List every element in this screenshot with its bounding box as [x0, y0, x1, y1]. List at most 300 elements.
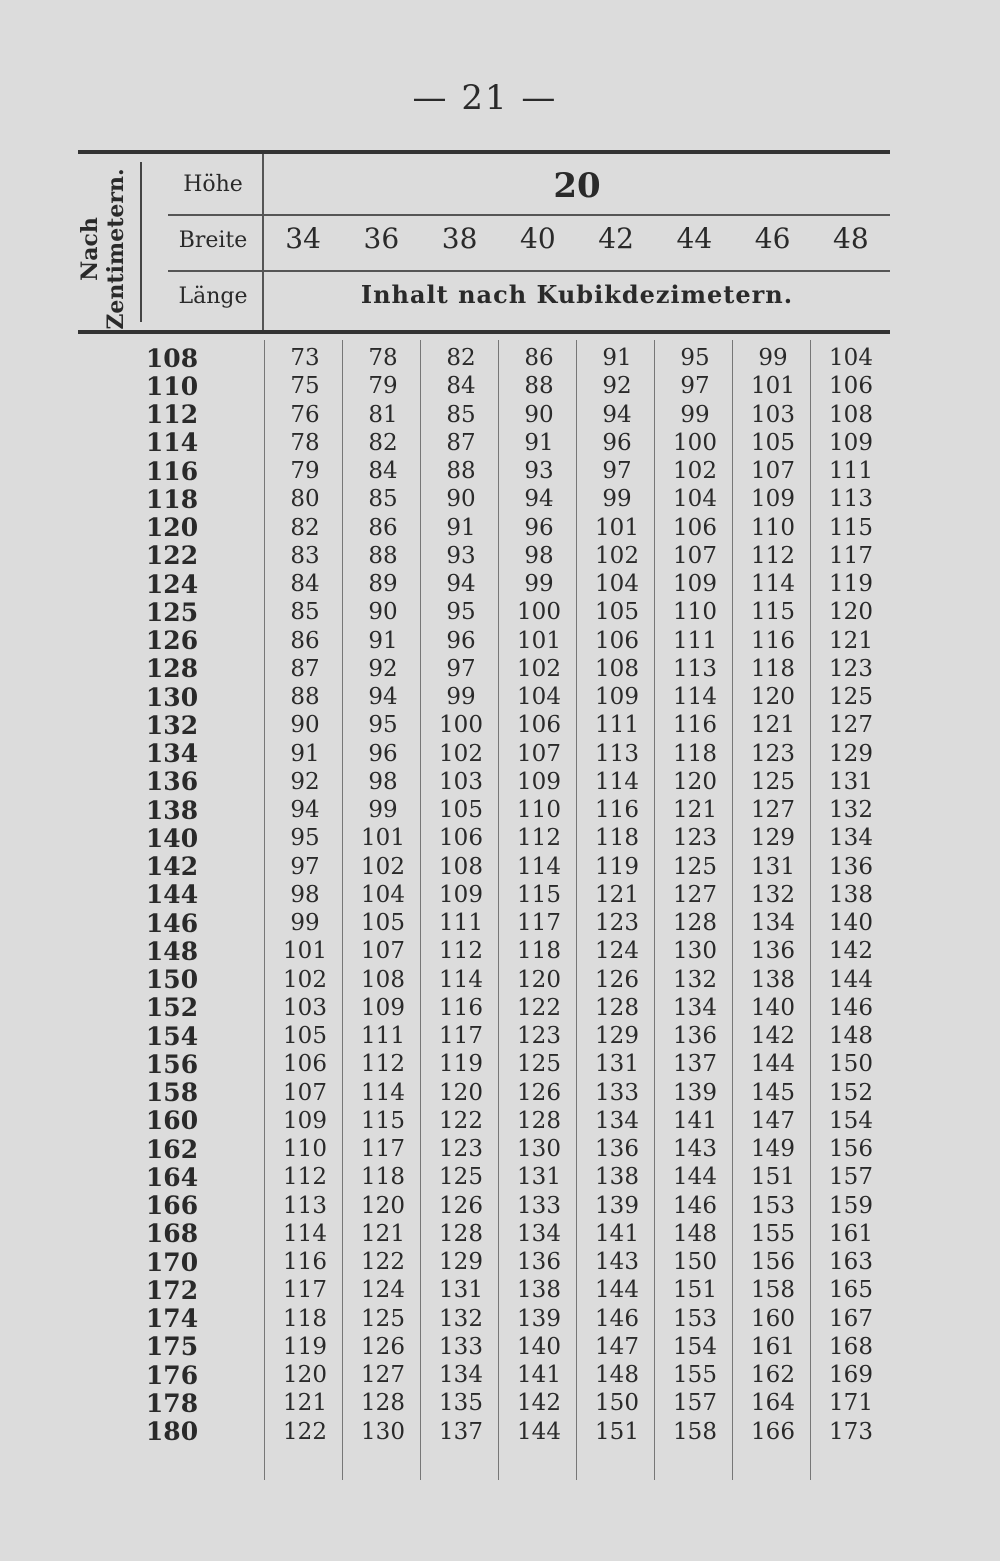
volume-cell: 118 — [595, 825, 639, 852]
value-cells — [266, 1277, 890, 1303]
volume-cell: 90 — [290, 712, 320, 739]
volume-cell: 109 — [361, 994, 405, 1021]
volume-cell: 113 — [673, 655, 717, 682]
header-line-2 — [168, 270, 890, 272]
length-cell: 130 — [145, 682, 199, 712]
volume-cell: 139 — [595, 1192, 639, 1219]
volume-cell: 91 — [602, 345, 632, 372]
volume-cell: 114 — [517, 853, 561, 880]
volume-cell: 146 — [829, 994, 873, 1021]
value-cells — [266, 571, 890, 597]
volume-cell: 142 — [517, 1390, 561, 1417]
length-cell: 146 — [145, 908, 199, 938]
volume-cell: 136 — [595, 1136, 639, 1163]
length-cell: 176 — [145, 1360, 199, 1390]
table-row — [78, 711, 890, 739]
volume-cell: 102 — [361, 853, 405, 880]
volume-cell: 148 — [595, 1362, 639, 1389]
volume-cell: 150 — [829, 1051, 873, 1078]
value-cells — [266, 1023, 890, 1049]
value-cells — [266, 543, 890, 569]
volume-cell: 99 — [290, 910, 320, 937]
volume-cell: 149 — [751, 1136, 795, 1163]
volume-cell: 101 — [361, 825, 405, 852]
volume-cell: 127 — [361, 1362, 405, 1389]
volume-cell: 135 — [439, 1390, 483, 1417]
content-label: Inhalt nach Kubikdezimetern. — [360, 280, 794, 309]
volume-cell: 131 — [751, 853, 795, 880]
volume-cell: 133 — [595, 1079, 639, 1106]
volume-cell: 112 — [517, 825, 561, 852]
volume-cell: 173 — [829, 1418, 873, 1445]
length-cell: 168 — [145, 1219, 199, 1249]
volume-cell: 102 — [283, 966, 327, 993]
volume-cell: 88 — [368, 542, 398, 569]
volume-cell: 75 — [290, 373, 320, 400]
volume-cell: 119 — [283, 1333, 327, 1360]
volume-cell: 130 — [673, 938, 717, 965]
volume-cell: 130 — [517, 1136, 561, 1163]
volume-cell: 84 — [290, 571, 320, 598]
volume-cell: 87 — [290, 655, 320, 682]
length-cell: 142 — [145, 852, 199, 882]
volume-cell: 123 — [673, 825, 717, 852]
label-width: Breite — [178, 228, 248, 253]
volume-cell: 90 — [446, 486, 476, 513]
table-row — [78, 627, 890, 655]
volume-cell: 111 — [439, 910, 483, 937]
volume-cell: 86 — [290, 627, 320, 654]
volume-cell: 95 — [290, 825, 320, 852]
volume-cell: 156 — [751, 1249, 795, 1276]
volume-cell: 103 — [439, 768, 483, 795]
volume-cell: 122 — [517, 994, 561, 1021]
length-cell: 156 — [145, 1049, 199, 1079]
table-row — [78, 429, 890, 457]
volume-cell: 94 — [524, 486, 554, 513]
volume-cell: 136 — [517, 1249, 561, 1276]
length-cell: 172 — [145, 1275, 199, 1305]
volume-cell: 118 — [361, 1164, 405, 1191]
volume-cell: 125 — [751, 768, 795, 795]
volume-cell: 112 — [283, 1164, 327, 1191]
table-row — [78, 1248, 890, 1276]
length-cell: 128 — [145, 654, 199, 684]
table-row — [78, 768, 890, 796]
volume-cell: 132 — [439, 1305, 483, 1332]
volume-cell: 132 — [751, 881, 795, 908]
volume-cell: 88 — [524, 373, 554, 400]
volume-cell: 106 — [829, 373, 873, 400]
volume-cell: 146 — [673, 1192, 717, 1219]
volume-cell: 121 — [673, 797, 717, 824]
length-cell: 144 — [145, 880, 199, 910]
volume-cell: 99 — [446, 684, 476, 711]
volume-cell: 137 — [439, 1418, 483, 1445]
brace — [140, 162, 148, 322]
volume-cell: 108 — [439, 853, 483, 880]
volume-cell: 168 — [829, 1333, 873, 1360]
volume-cell: 97 — [290, 853, 320, 880]
volume-cell: 124 — [361, 1277, 405, 1304]
volume-cell: 85 — [446, 401, 476, 428]
volume-cell: 111 — [673, 627, 717, 654]
volume-cell: 90 — [524, 401, 554, 428]
volume-cell: 120 — [517, 966, 561, 993]
length-cell: 160 — [145, 1106, 199, 1136]
volume-cell: 95 — [680, 345, 710, 372]
length-cell: 122 — [145, 541, 199, 571]
volume-cell: 122 — [439, 1107, 483, 1134]
volume-cell: 94 — [290, 797, 320, 824]
volume-cell: 94 — [602, 401, 632, 428]
volume-cell: 128 — [595, 994, 639, 1021]
volume-cell: 144 — [517, 1418, 561, 1445]
volume-cell: 148 — [829, 1023, 873, 1050]
volume-cell: 100 — [517, 599, 561, 626]
length-cell: 175 — [145, 1332, 199, 1362]
value-cells — [266, 458, 890, 484]
volume-cell: 138 — [595, 1164, 639, 1191]
table-row — [78, 372, 890, 400]
value-cells — [266, 882, 890, 908]
volume-cell: 167 — [829, 1305, 873, 1332]
volume-cell: 82 — [368, 429, 398, 456]
volume-cell: 141 — [517, 1362, 561, 1389]
length-cell: 154 — [145, 1021, 199, 1051]
volume-cell: 140 — [517, 1333, 561, 1360]
length-cell: 164 — [145, 1162, 199, 1192]
volume-cell: 110 — [673, 599, 717, 626]
volume-cell: 158 — [751, 1277, 795, 1304]
table-row — [78, 1022, 890, 1050]
volume-cell: 94 — [446, 571, 476, 598]
volume-cell: 108 — [829, 401, 873, 428]
volume-cell: 143 — [595, 1249, 639, 1276]
table-row — [78, 909, 890, 937]
volume-cell: 129 — [829, 740, 873, 767]
table-row — [78, 683, 890, 711]
length-cell: 138 — [145, 795, 199, 825]
table-row — [78, 937, 890, 965]
volume-cell: 134 — [439, 1362, 483, 1389]
value-cells — [266, 1193, 890, 1219]
volume-cell: 153 — [751, 1192, 795, 1219]
volume-cell: 76 — [290, 401, 320, 428]
volume-cell: 132 — [829, 797, 873, 824]
volume-cell: 116 — [595, 797, 639, 824]
volume-cell: 102 — [517, 655, 561, 682]
table-body — [78, 344, 890, 1446]
volume-cell: 133 — [517, 1192, 561, 1219]
volume-cell: 113 — [595, 740, 639, 767]
volume-cell: 139 — [517, 1305, 561, 1332]
volume-cell: 127 — [751, 797, 795, 824]
volume-cell: 96 — [602, 429, 632, 456]
volume-cell: 109 — [517, 768, 561, 795]
table-row — [78, 570, 890, 598]
table-row — [78, 1163, 890, 1191]
volume-cell: 82 — [446, 345, 476, 372]
volume-cell: 121 — [283, 1390, 327, 1417]
length-cell: 125 — [145, 597, 199, 627]
volume-cell: 88 — [446, 458, 476, 485]
table-row — [78, 542, 890, 570]
volume-cell: 120 — [751, 684, 795, 711]
volume-cell: 125 — [439, 1164, 483, 1191]
volume-cell: 118 — [673, 740, 717, 767]
value-cells — [266, 1249, 890, 1275]
volume-cell: 143 — [673, 1136, 717, 1163]
volume-cell: 119 — [595, 853, 639, 880]
volume-cell: 122 — [283, 1418, 327, 1445]
volume-cell: 114 — [283, 1220, 327, 1247]
value-cells — [266, 825, 890, 851]
volume-cell: 94 — [368, 684, 398, 711]
volume-cell: 99 — [680, 401, 710, 428]
volume-cell: 93 — [446, 542, 476, 569]
volume-cell: 91 — [290, 740, 320, 767]
volume-cell: 151 — [673, 1277, 717, 1304]
volume-cell: 107 — [517, 740, 561, 767]
table-row — [78, 485, 890, 513]
volume-cell: 145 — [751, 1079, 795, 1106]
table-row — [78, 1220, 890, 1248]
volume-cell: 128 — [439, 1220, 483, 1247]
table-row — [78, 598, 890, 626]
length-cell: 114 — [145, 428, 199, 458]
length-cell: 116 — [145, 456, 199, 486]
volume-cell: 141 — [595, 1220, 639, 1247]
volume-cell: 150 — [595, 1390, 639, 1417]
volume-cell: 129 — [751, 825, 795, 852]
table-row — [78, 994, 890, 1022]
volume-cell: 80 — [290, 486, 320, 513]
volume-cell: 134 — [751, 910, 795, 937]
volume-cell: 106 — [673, 514, 717, 541]
volume-cell: 106 — [595, 627, 639, 654]
volume-cell: 161 — [751, 1333, 795, 1360]
length-cell: 174 — [145, 1304, 199, 1334]
volume-cell: 121 — [751, 712, 795, 739]
volume-cell: 91 — [368, 627, 398, 654]
side-label-text: Nach Zentimetern. — [77, 168, 129, 330]
value-cells — [266, 628, 890, 654]
volume-cell: 111 — [361, 1023, 405, 1050]
volume-cell: 120 — [673, 768, 717, 795]
volume-cell: 150 — [673, 1249, 717, 1276]
volume-cell: 125 — [517, 1051, 561, 1078]
volume-cell: 136 — [751, 938, 795, 965]
volume-cell: 108 — [361, 966, 405, 993]
volume-cell: 112 — [361, 1051, 405, 1078]
length-cell: 136 — [145, 767, 199, 797]
table-row — [78, 1333, 890, 1361]
table-row — [78, 514, 890, 542]
volume-cell: 169 — [829, 1362, 873, 1389]
volume-cell: 126 — [517, 1079, 561, 1106]
value-cells — [266, 402, 890, 428]
volume-cell: 106 — [439, 825, 483, 852]
value-cells — [266, 938, 890, 964]
value-cells — [266, 1051, 890, 1077]
volume-cell: 113 — [829, 486, 873, 513]
width-value: 48 — [833, 222, 869, 255]
volume-cell: 115 — [751, 599, 795, 626]
volume-cell: 103 — [751, 401, 795, 428]
length-cell: 140 — [145, 823, 199, 853]
volume-cell: 89 — [368, 571, 398, 598]
volume-cell: 115 — [829, 514, 873, 541]
volume-cell: 118 — [751, 655, 795, 682]
width-value: 40 — [520, 222, 556, 255]
volume-cell: 122 — [361, 1249, 405, 1276]
length-cell: 108 — [145, 343, 199, 373]
value-cells — [266, 430, 890, 456]
volume-cell: 107 — [283, 1079, 327, 1106]
volume-cell: 87 — [446, 429, 476, 456]
width-value: 36 — [363, 222, 400, 255]
volume-cell: 141 — [673, 1107, 717, 1134]
volume-cell: 154 — [829, 1107, 873, 1134]
length-cell: 148 — [145, 936, 199, 966]
volume-cell: 105 — [595, 599, 639, 626]
volume-cell: 123 — [751, 740, 795, 767]
length-cell: 170 — [145, 1247, 199, 1277]
volume-cell: 85 — [368, 486, 398, 513]
volume-cell: 147 — [751, 1107, 795, 1134]
table-row — [78, 1107, 890, 1135]
volume-cell: 82 — [290, 514, 320, 541]
value-cells — [266, 769, 890, 795]
volume-cell: 133 — [439, 1333, 483, 1360]
value-cells — [266, 486, 890, 512]
volume-cell: 114 — [595, 768, 639, 795]
volume-cell: 104 — [517, 684, 561, 711]
volume-cell: 100 — [673, 429, 717, 456]
height-value: 20 — [553, 166, 601, 206]
volume-cell: 147 — [595, 1333, 639, 1360]
volume-cell: 121 — [361, 1220, 405, 1247]
volume-cell: 97 — [446, 655, 476, 682]
header-bottom-rule — [78, 330, 890, 334]
volume-cell: 138 — [517, 1277, 561, 1304]
volume-cell: 116 — [751, 627, 795, 654]
volume-cell: 139 — [673, 1079, 717, 1106]
value-cells — [266, 1334, 890, 1360]
volume-cell: 123 — [595, 910, 639, 937]
volume-cell: 85 — [290, 599, 320, 626]
volume-cell: 111 — [595, 712, 639, 739]
length-cell: 158 — [145, 1078, 199, 1108]
volume-cell: 155 — [673, 1362, 717, 1389]
volume-cell: 151 — [751, 1164, 795, 1191]
volume-cell: 123 — [517, 1023, 561, 1050]
volume-cell: 131 — [517, 1164, 561, 1191]
volume-cell: 108 — [595, 655, 639, 682]
volume-cell: 101 — [751, 373, 795, 400]
width-value: 34 — [285, 222, 321, 255]
length-cell: 162 — [145, 1134, 199, 1164]
volume-cell: 144 — [751, 1051, 795, 1078]
volume-cell: 151 — [595, 1418, 639, 1445]
volume-cell: 104 — [673, 486, 717, 513]
volume-cell: 140 — [751, 994, 795, 1021]
volume-cell: 126 — [439, 1192, 483, 1219]
table-row — [78, 796, 890, 824]
volume-cell: 144 — [673, 1164, 717, 1191]
volume-cell: 119 — [829, 571, 873, 598]
volume-cell: 136 — [673, 1023, 717, 1050]
volume-cell: 127 — [673, 881, 717, 908]
value-cells — [266, 995, 890, 1021]
volume-cell: 137 — [673, 1051, 717, 1078]
volume-cell: 99 — [524, 571, 554, 598]
table-row — [78, 1276, 890, 1304]
volume-cell: 129 — [439, 1249, 483, 1276]
header-line-1 — [168, 214, 890, 216]
length-cell: 134 — [145, 739, 199, 769]
value-cells — [266, 345, 890, 371]
length-cell: 166 — [145, 1191, 199, 1221]
length-cell: 120 — [145, 513, 199, 543]
volume-cell: 119 — [439, 1051, 483, 1078]
volume-cell: 116 — [439, 994, 483, 1021]
volume-cell: 130 — [361, 1418, 405, 1445]
volume-cell: 131 — [829, 768, 873, 795]
volume-cell: 109 — [595, 684, 639, 711]
width-row — [264, 222, 890, 270]
volume-cell: 125 — [361, 1305, 405, 1332]
volume-cell: 102 — [439, 740, 483, 767]
volume-cell: 118 — [283, 1305, 327, 1332]
volume-cell: 110 — [517, 797, 561, 824]
volume-cell: 157 — [829, 1164, 873, 1191]
volume-cell: 109 — [829, 429, 873, 456]
volume-cell: 144 — [829, 966, 873, 993]
table-row — [78, 966, 890, 994]
volume-cell: 142 — [751, 1023, 795, 1050]
volume-cell: 90 — [368, 599, 398, 626]
table-row — [78, 401, 890, 429]
volume-cell: 97 — [602, 458, 632, 485]
length-cell: 110 — [145, 371, 199, 401]
volume-cell: 109 — [283, 1107, 327, 1134]
volume-cell: 120 — [439, 1079, 483, 1106]
length-cell: 118 — [145, 484, 199, 514]
volume-cell: 88 — [290, 684, 320, 711]
volume-cell: 106 — [517, 712, 561, 739]
table-row — [78, 1079, 890, 1107]
volume-cell: 92 — [368, 655, 398, 682]
volume-cell: 129 — [595, 1023, 639, 1050]
volume-cell: 109 — [439, 881, 483, 908]
volume-cell: 102 — [673, 458, 717, 485]
value-cells — [266, 656, 890, 682]
volume-cell: 102 — [595, 542, 639, 569]
volume-cell: 105 — [439, 797, 483, 824]
volume-cell: 156 — [829, 1136, 873, 1163]
volume-cell: 93 — [524, 458, 554, 485]
volume-cell: 161 — [829, 1220, 873, 1247]
volume-cell: 117 — [517, 910, 561, 937]
value-cells — [266, 854, 890, 880]
volume-cell: 164 — [751, 1390, 795, 1417]
volume-cell: 83 — [290, 542, 320, 569]
volume-cell: 81 — [368, 401, 398, 428]
volume-cell: 103 — [283, 994, 327, 1021]
volume-cell: 98 — [290, 881, 320, 908]
